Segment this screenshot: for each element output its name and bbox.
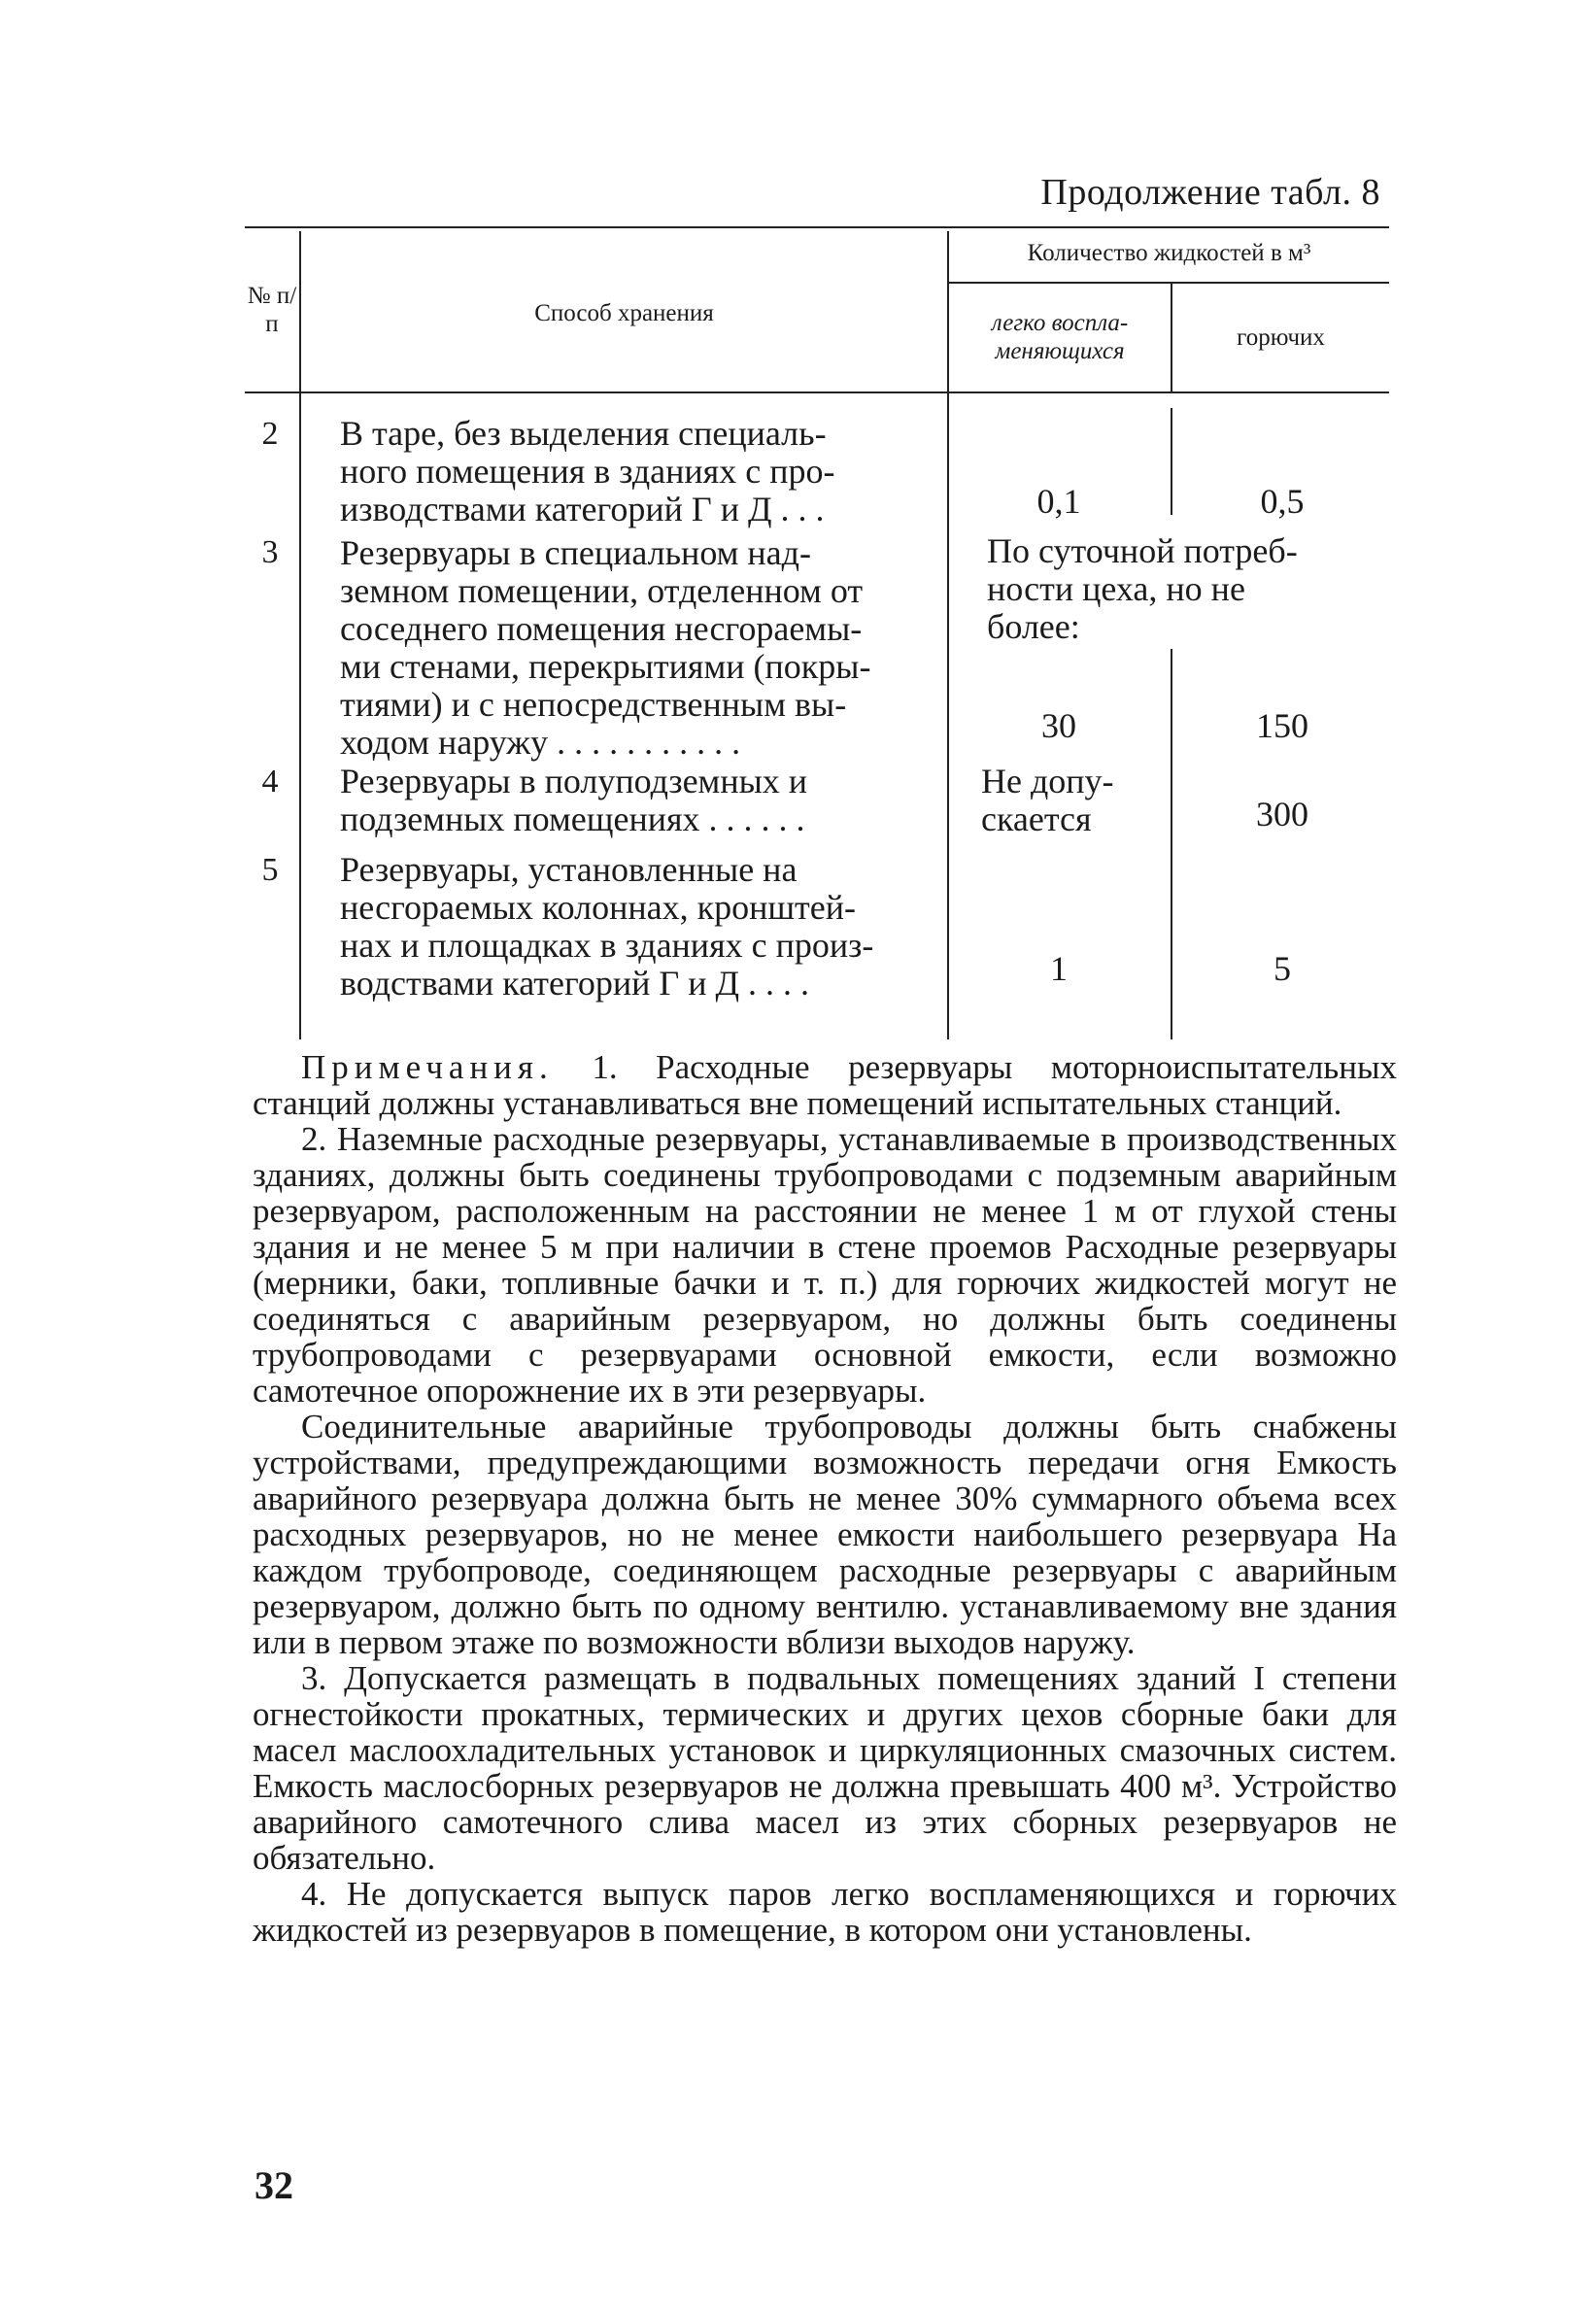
header-quantity: Количество жидкостей в м³ bbox=[1027, 240, 1311, 266]
note-2: 2. Наземные расходные резервуары, устанавливаемые в производственных зданиях, должны быть соединены трубопроводами с подземным аварийным резервуаром, расположенным на расстоянии не менее 1 м от глухой стены здания и не менее 5 м при наличии в стене проемов Расходные резервуары (мерники, баки, топливные бачки и т. п.) для горючих жидкостей могут не соединяться с аварийным резервуаром, но должны быть соединены трубопроводами с резервуарами основной емкости, если возможно самотечное опорожнение их в эти резервуары. bbox=[253, 1120, 1397, 1410]
value-flammable: 1 bbox=[1050, 949, 1068, 988]
row-description: Резервуары в специальном над- земном помещении, отделенном от соседнего помещения несгораемы- ми стенами, перекрытиями (покры- тиями) и с непосредственным вы- ходом наружу . . . . . . . . . . . bbox=[340, 534, 871, 762]
header-flammable: легко воспла- меняющихся bbox=[991, 310, 1129, 364]
row-description: Резервуары, установленные на несгораемых колоннах, кронштей- нах и площадках в зданиях с произ- водствами категорий Г и Д . . . . bbox=[340, 851, 874, 1003]
note-1: Примечания. 1. Расходные резервуары моторноиспытательных станций должны устанавливаться вне помещений испытательных станций. bbox=[253, 1048, 1397, 1122]
note-3: 3. Допускается размещать в подвальных помещениях зданий I степени огнестойкости прокатных, термических и других цехов сборные баки для масел маслоохладительных установок и циркуляционных смазочных систем. Емкость маслосборных резервуаров не должна превышать 400 м³. Устройство аварийного самотечного слива масел из этих сборных резервуаров не обязательно. bbox=[253, 1659, 1397, 1877]
header-method: Способ хранения bbox=[534, 300, 714, 326]
value-combustible: 5 bbox=[1273, 949, 1291, 988]
page-number: 32 bbox=[255, 2163, 293, 2207]
row-description: В таре, без выделения специаль- ного помещения в зданиях с про- изводствами категорий Г и Д . . . bbox=[340, 415, 835, 528]
header-num: № п/п bbox=[247, 283, 297, 337]
value-note: По суточной потреб- ности цеха, но не более: bbox=[987, 531, 1298, 646]
table-top-rule bbox=[245, 226, 1389, 228]
value-combustible: 300 bbox=[1256, 795, 1308, 833]
header-quantity-rule bbox=[947, 282, 1389, 284]
notes-block bbox=[253, 1049, 1397, 1948]
header-combustible: горючих bbox=[1237, 324, 1325, 351]
header-bottom-rule bbox=[245, 391, 1389, 393]
value-flammable: 0,1 bbox=[1036, 482, 1081, 521]
value-combustible: 150 bbox=[1256, 706, 1308, 745]
note-2-continued: Соединительные аварийные трубопроводы должны быть снабжены устройствами, предупреждающими возможность передачи огня Емкость аварийного резервуара должна быть не менее 30% суммарного объема всех расходных резервуаров, но не менее емкости наибольшего резервуара На каждом трубопроводе, соединяющем расходные резервуары с аварийным резервуаром, должно быть по одному вентилю. устанавливаемому вне здания или в первом этаже по возможности вблизи выходов наружу. bbox=[253, 1408, 1397, 1661]
row-number: 4 bbox=[261, 764, 279, 799]
value-flammable: Не допу- скается bbox=[981, 762, 1114, 838]
row-number: 5 bbox=[261, 852, 279, 888]
row-number: 2 bbox=[261, 416, 279, 452]
column-rule-3b bbox=[1171, 408, 1172, 515]
column-rule-1 bbox=[299, 231, 301, 1039]
note-4: 4. Не допускается выпуск паров легко воспламеняющихся и горючих жидкостей из резервуаров в помещение, в котором они установлены. bbox=[253, 1875, 1397, 1949]
value-flammable: 30 bbox=[1041, 706, 1076, 745]
value-combustible: 0,5 bbox=[1260, 482, 1305, 521]
row-description: Резервуары в полуподземных и подземных помещениях . . . . . . bbox=[340, 763, 808, 838]
row-number: 3 bbox=[261, 534, 279, 570]
table-caption: Продолжение табл. 8 bbox=[1040, 172, 1380, 213]
column-rule-3c bbox=[1171, 649, 1172, 1039]
